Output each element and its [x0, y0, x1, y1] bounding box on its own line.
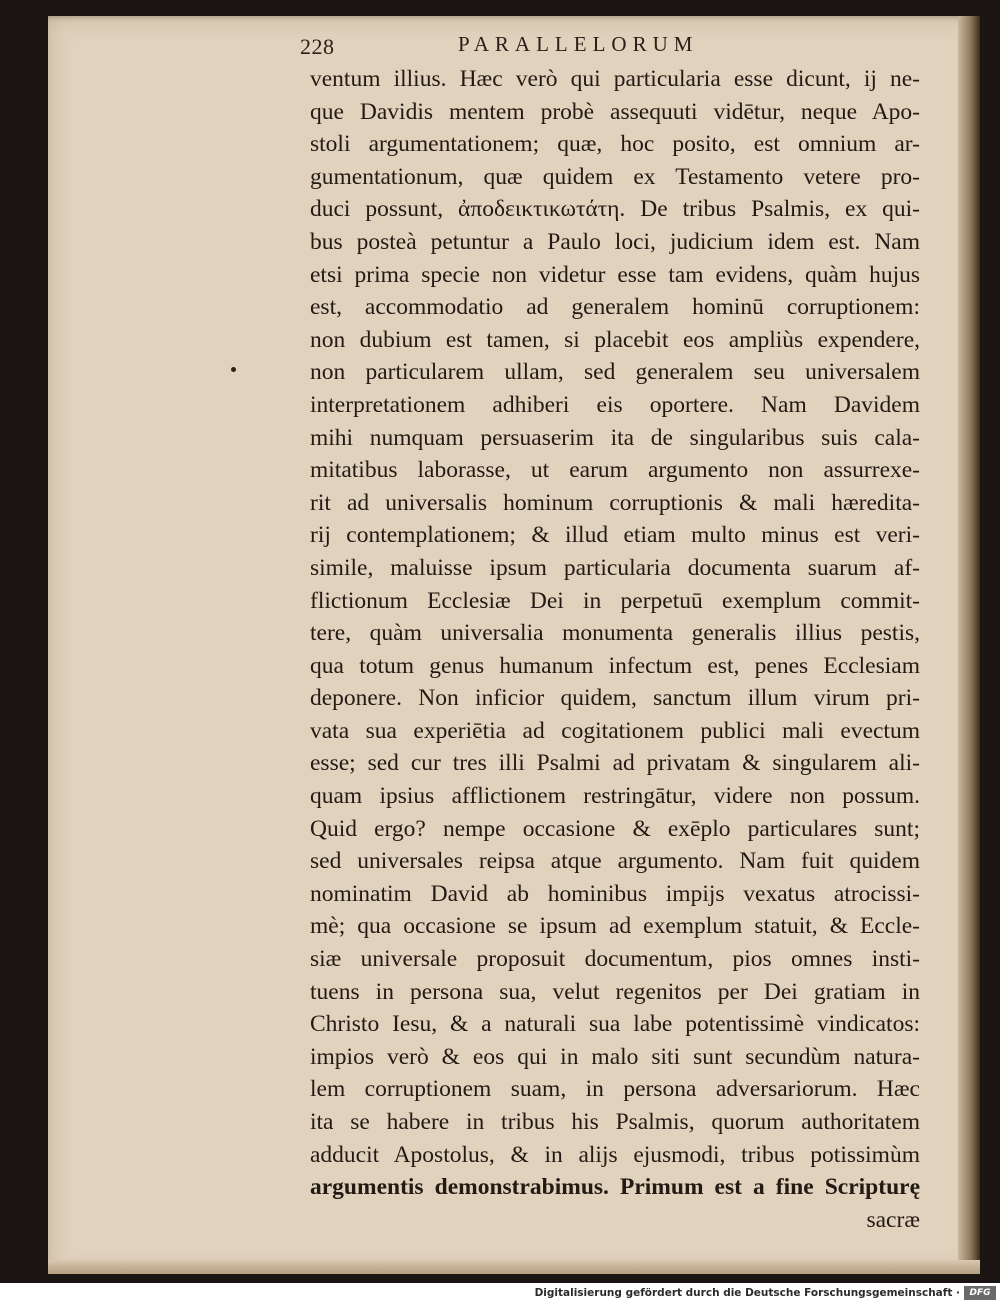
text-line: vata sua experiētia ad cogitationem publici mali evectum: [310, 717, 920, 744]
text-line: stoli argumentationem; quæ, hoc posito, est omnium ar-: [310, 131, 920, 158]
text-line: etsi prima specie non videtur esse tam evidens, quàm hujus: [310, 261, 920, 288]
running-head: [300, 28, 920, 62]
text-line: ita se habere in tribus his Psalmis, quorum authoritatem: [310, 1109, 920, 1135]
text-line: interpretationem adhiberi eis oportere. Nam Davidem: [310, 391, 920, 418]
text-line: mè; qua occasione se ipsum ad exemplum statuit, & Eccle-: [310, 913, 920, 940]
text-line: sed universales reipsa atque argumento. Nam fuit quidem: [310, 848, 920, 875]
page-bottom-edge: [48, 1260, 980, 1274]
text-line: qua totum genus humanum infectum est, penes Ecclesiam: [310, 652, 920, 679]
text-line: que Davidis mentem probè assequuti vidētur, neque Apo-: [310, 98, 920, 125]
text-line: flictionum Ecclesiæ Dei in perpetuū exemplum commit-: [310, 587, 920, 614]
text-line: nominatim David ab hominibus impijs vexatus atrocissi-: [310, 880, 920, 907]
page-edge: [958, 16, 980, 1274]
text-line: mihi numquam persuaserim ita de singularibus suis cala-: [310, 424, 920, 451]
text-line: tuens in persona sua, velut regenitos per Dei gratiam in: [310, 978, 920, 1005]
footer-bar: [0, 1283, 1000, 1305]
body-text: [310, 63, 920, 1236]
page-number: 228: [300, 34, 335, 59]
text-line: bus posteà petuntur a Paulo loci, judicium idem est. Nam: [310, 228, 920, 255]
text-line: simile, maluisse ipsum particularia documenta suarum af-: [310, 554, 920, 581]
text-line: rij contemplationem; & illud etiam multo minus est veri-: [310, 522, 920, 549]
text-line: Quid ergo? nempe occasione & exēplo particulares sunt;: [310, 815, 920, 842]
text-line: Christo Iesu, & a naturali sua labe potentissimè vindicatos:: [310, 1011, 920, 1038]
footer-credit: Digitalisierung gefördert durch die Deutsche Forschungsgemeinschaft ·: [534, 1287, 960, 1299]
text-line: esse; sed cur tres illi Psalmi ad privatam & singularem ali-: [310, 750, 920, 777]
text-line: siæ universale proposuit documentum, pios omnes insti-: [310, 946, 920, 973]
catchword: sacræ: [866, 1206, 920, 1233]
text-line: non dubium est tamen, si placebit eos ampliùs expendere,: [310, 326, 920, 353]
text-line: argumentis demonstrabimus. Primum est a fine Scripturę: [310, 1174, 920, 1201]
text-line: ventum illius. Hæc verò qui particularia esse dicunt, ij ne-: [310, 66, 920, 92]
text-line: mitatibus laborasse, ut earum argumento non assurrexe-: [310, 457, 920, 484]
text-line: rit ad universalis hominum corruptionis & mali hæredita-: [310, 489, 920, 516]
text-line: gumentationum, quæ quidem ex Testamento vetere pro-: [310, 163, 920, 190]
running-head-title: PARALLELORUM: [458, 32, 699, 56]
dfg-logo: DFG: [964, 1286, 996, 1300]
text-line: quam ipsius afflictionem restringātur, videre non possum.: [310, 783, 920, 810]
text-line: impios verò & eos qui in malo siti sunt secundùm natura-: [310, 1043, 920, 1070]
text-line: adducit Apostolus, & in alijs ejusmodi, tribus potissimùm: [310, 1141, 920, 1168]
text-line: duci possunt, ἀποδεικτικωτάτη. De tribus Psalmis, ex qui-: [310, 196, 920, 223]
ink-speck: [231, 367, 236, 372]
text-line: non particularem ullam, sed generalem seu universalem: [310, 359, 920, 386]
text-line: est, accommodatio ad generalem hominū corruptionem:: [310, 294, 920, 321]
text-line: tere, quàm universalia monumenta generalis illius pestis,: [310, 620, 920, 647]
text-line: lem corruptionem suam, in persona adversariorum. Hæc: [310, 1076, 920, 1103]
text-line: deponere. Non inficior quidem, sanctum illum virum pri-: [310, 685, 920, 712]
